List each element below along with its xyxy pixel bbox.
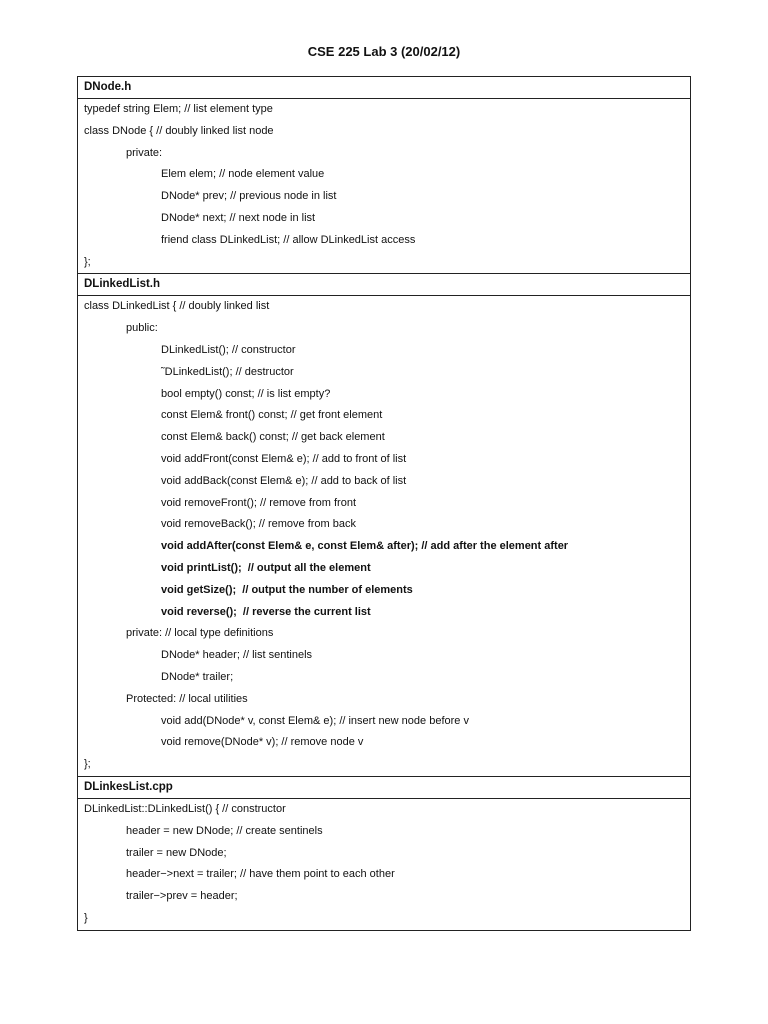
code-line: void addBack(const Elem& e); // add to back of list [161,474,407,487]
code-line: private: [126,146,163,159]
code-line: void removeFront(); // remove from front [161,496,356,509]
code-line: header = new DNode; // create sentinels [126,824,323,837]
code-line: DLinkedList::DLinkedList() { // constructor [84,802,286,815]
code-line: typedef string Elem; // list element type [84,103,273,115]
section-header: DNode.h [78,77,690,99]
code-line: bool empty() const; // is list empty? [161,387,331,400]
code-line: const Elem& front() const; // get front element [161,409,383,422]
code-line: void addAfter(const Elem& e, const Elem& after); // add after the element after [161,540,569,553]
code-line: void printList(); // output all the element [161,561,371,574]
code-line: Protected: // local utilities [126,692,248,705]
code-line: }; [84,255,91,268]
code-line: public: [126,322,158,335]
code-line: const Elem& back() const; // get back element [161,431,385,444]
code-line: trailer−>prev = header; [126,890,238,903]
code-line: DNode* prev; // previous node in list [161,190,337,203]
code-line: class DLinkedList { // doubly linked list [84,300,270,313]
code-line: DLinkedList(); // constructor [161,343,296,356]
code-line: trailer = new DNode; [126,846,227,859]
code-line: void getSize(); // output the number of elements [161,583,413,596]
code-line: DNode* header; // list sentinels [161,649,313,662]
code-line: class DNode { // doubly linked list node [84,124,274,137]
section-header: DLinkedList.h [78,274,690,296]
code-line: DNode* next; // next node in list [161,211,316,224]
code-line: }; [84,758,91,771]
page-title: CSE 225 Lab 3 (20/02/12) [307,44,461,59]
section-code-block [78,99,690,274]
code-line: void removeBack(); // remove from back [161,518,357,531]
code-line: Elem elem; // node element value [161,168,325,181]
code-line: void add(DNode* v, const Elem& e); // insert new node before v [161,714,469,727]
code-line: void remove(DNode* v); // remove node v [161,736,364,749]
code-line: DNode* trailer; [161,670,234,683]
code-line: void addFront(const Elem& e); // add to front of list [161,452,407,465]
section-code-block [78,296,690,777]
code-table [77,76,691,931]
section-header: DLinkesList.cpp [78,777,690,799]
code-line: friend class DLinkedList; // allow DLinkedList access [161,233,416,246]
code-line: header−>next = trailer; // have them point to each other [126,868,395,881]
code-line: ˜DLinkedList(); // destructor [161,365,294,378]
code-line: } [84,911,88,924]
code-line: private: // local type definitions [126,627,274,640]
code-line: void reverse(); // reverse the current list [161,605,371,618]
section-code-block [78,799,690,930]
